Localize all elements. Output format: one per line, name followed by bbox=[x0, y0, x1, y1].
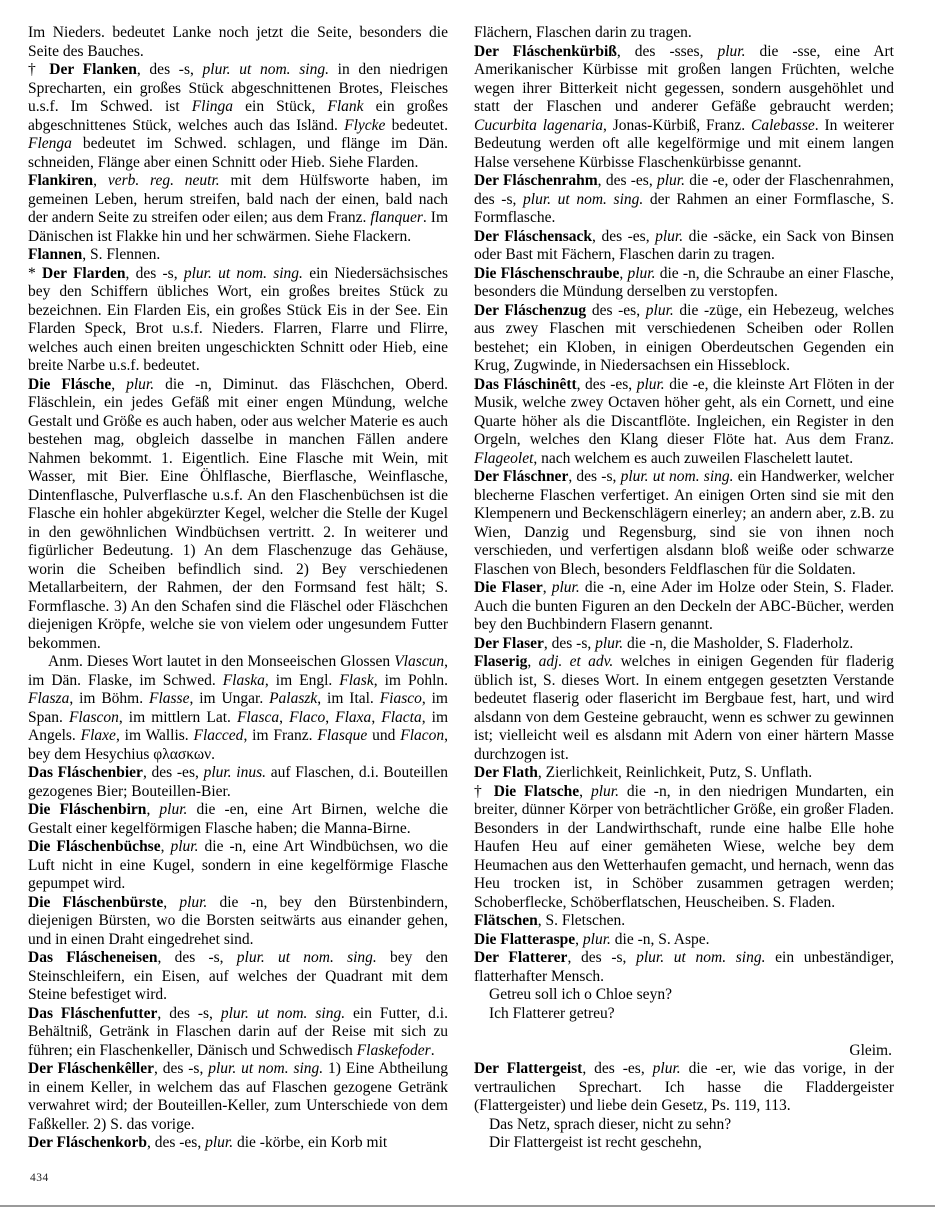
text-segment: , im Ungar. bbox=[189, 690, 270, 707]
dictionary-entry bbox=[474, 912, 894, 931]
text-segment: , des -es, bbox=[597, 172, 657, 189]
dictionary-entry bbox=[474, 228, 894, 265]
headword: Die Flaser bbox=[474, 579, 543, 596]
text-segment: , im Böhm. bbox=[69, 690, 149, 707]
headword: Das Fláschinêtt bbox=[474, 375, 577, 393]
dictionary-entry bbox=[474, 265, 894, 302]
dictionary-entry bbox=[28, 764, 448, 801]
left-column bbox=[28, 24, 448, 1174]
dictionary-entry bbox=[474, 635, 894, 654]
headword: Die Flatteraspe bbox=[474, 930, 576, 948]
text-segment: , bbox=[146, 801, 160, 818]
text-segment: , bbox=[163, 893, 180, 911]
text-segment: , des -s, bbox=[543, 634, 596, 652]
headword: Die Fláschenbürste bbox=[28, 893, 164, 911]
text-segment: Vlascun bbox=[394, 653, 445, 670]
text-segment: plur. ut nom. sing. bbox=[202, 61, 329, 78]
dictionary-entry bbox=[28, 949, 448, 1005]
text-segment: , S. Flennen. bbox=[82, 246, 161, 263]
text-segment: die -er, wie das vorige, in der vertraulichen Sprechart. Ich hasse die Fladdergeister (Flattergeister) und liebe dein Gesetz, Ps. 119, 113. bbox=[474, 1060, 894, 1114]
headword: Flätschen bbox=[474, 912, 538, 929]
page-number: 434 bbox=[30, 1172, 49, 1184]
text-segment: und bbox=[367, 727, 401, 744]
text-segment: * bbox=[28, 264, 43, 282]
text-segment: plur. bbox=[636, 375, 665, 393]
text-segment: , des -sses, bbox=[616, 42, 718, 60]
headword: Das Fláscheneisen bbox=[28, 949, 158, 966]
text-segment: ein Stück, bbox=[233, 98, 328, 115]
text-segment: Flaxa bbox=[335, 708, 372, 726]
text-segment: , des -es, bbox=[592, 227, 656, 245]
text-segment: , im Span. bbox=[28, 690, 448, 726]
dictionary-entry bbox=[28, 838, 448, 894]
text-segment: bey den Steinschleifern, ein Eisen, auf welches der Quadrant mit dem Steine befestiget wird. bbox=[28, 949, 449, 1003]
text-segment: die -n, bey den Bürstenbindern, diejenigen Bürsten, wo die Borsten seitwärts aus einander gehen, und in einen Draht eingedrehet sind. bbox=[28, 893, 448, 948]
dictionary-entry bbox=[474, 468, 894, 579]
text-segment: , Zierlichkeit, Reinlichkeit, Putz, S. Unflath. bbox=[537, 764, 813, 781]
text-segment: Flaxe bbox=[80, 727, 116, 744]
text-segment: , des -s, bbox=[136, 61, 203, 78]
headword: Der Fláschenzug bbox=[474, 301, 587, 319]
headword: Der Flath bbox=[474, 764, 538, 781]
text-segment: , bbox=[579, 782, 591, 800]
text-segment: † bbox=[474, 782, 494, 800]
text-segment: adj. et adv. bbox=[538, 653, 614, 670]
dictionary-entry bbox=[28, 1060, 448, 1134]
text-segment: . Im Dänischen ist Flakke hin und her schwärmen. Siehe Flackern. bbox=[28, 209, 448, 245]
text-segment: Flasse bbox=[148, 690, 190, 707]
headword: Die Fláschenbüchse bbox=[28, 838, 161, 855]
headword: Die Flatsche bbox=[493, 782, 580, 800]
text-segment: ein unbeständiger, flatterhafter Mensch. bbox=[474, 949, 895, 985]
text-segment: Flask bbox=[339, 671, 374, 689]
text-segment: flanquer bbox=[370, 209, 423, 226]
text-segment: , des -es, bbox=[146, 1134, 206, 1151]
text-segment: , im Wallis. bbox=[115, 727, 194, 744]
text-segment: Flacon bbox=[400, 727, 445, 744]
text-segment: plur. bbox=[656, 172, 685, 189]
dictionary-entry bbox=[474, 376, 894, 469]
text-segment: in den niedrigen Sprecharten, ein großes Stück abgeschnittenen Brotes, Fleisches u.s.f. Im Schwed. ist bbox=[28, 61, 448, 115]
text-segment: plur. ut nom. sing. bbox=[620, 468, 734, 485]
dictionary-entry bbox=[28, 1005, 448, 1061]
text-segment: die -n, die Schraube an einer Flasche, besonders die Mündung derselben zu verstopfen. bbox=[474, 264, 895, 300]
page-bottom-rule bbox=[0, 1205, 935, 1207]
text-segment: , des -s, bbox=[157, 949, 237, 966]
text-segment: Flacced bbox=[193, 727, 244, 744]
text-segment: , bbox=[279, 708, 290, 726]
text-segment: plur. bbox=[205, 1134, 234, 1151]
text-segment: die -n, in den niedrigen Mundarten, ein breiter, dünner Körper von beträchtlicher Größe, ein großer Fladen. Besonders in der Landwirthschaft, runde eine halbe Elle hohe Haufen Heu auf einer gemäheten Wiese, welche bey dem Heumachen aus den Wetterhaufen gemacht, und hernach, wenn das Heu trocken ist, in Schöber zusammen getragen werden; Schoberflecke, Schöberflatschen, Heuscheiben. S. Fladen. bbox=[474, 782, 895, 911]
text-segment: welches in einigen Gegenden für fladerig üblich ist, S. dieses Wort. In einem entgegen gesetzten Verstande bedeutet flaserig oder flasericht im Bergbaue fest, hart, und wird alsdann von dem Gesteine gebraucht, wenn es schwer zu gewinnen ist; vielleicht weil es alsdann mit Adern von einer härtern Masse durchzogen ist. bbox=[474, 653, 894, 763]
text-segment: , im mittlern Lat. bbox=[118, 708, 237, 726]
text-segment: † bbox=[28, 61, 50, 78]
text-segment: , bbox=[160, 838, 171, 855]
text-segment: die -n, die Masholder, S. Fladerholz. bbox=[623, 634, 854, 652]
text-segment: plur. ut nom. sing. bbox=[208, 1060, 324, 1077]
dictionary-entry bbox=[28, 894, 448, 950]
text-segment: plur. bbox=[652, 1060, 681, 1077]
text-segment: . bbox=[430, 1041, 435, 1059]
text-segment: , des -s, bbox=[157, 1004, 221, 1022]
text-segment: Flycke bbox=[344, 116, 386, 134]
text-segment: Ich Flatterer getreu? bbox=[489, 1004, 615, 1022]
text-segment: , im Angels. bbox=[28, 708, 449, 744]
headword: Das Fláschenfutter bbox=[28, 1004, 158, 1022]
text-segment: die -en, eine Art Birnen, welche die Gestalt einer kegelförmigen Flasche haben; die Manna-Birne. bbox=[28, 801, 448, 837]
text-segment: , des -es, bbox=[142, 764, 204, 781]
text-segment: , des -es, bbox=[576, 375, 637, 393]
text-segment: Flenga bbox=[28, 135, 72, 152]
headword: Der Fláschenrahm bbox=[474, 172, 598, 189]
headword: Der Flaser bbox=[474, 634, 544, 652]
headword: Der Fláschner bbox=[474, 468, 569, 485]
right-column bbox=[474, 24, 894, 1174]
text-segment: , des -s, bbox=[567, 949, 637, 966]
text-segment: , bbox=[542, 579, 552, 596]
text-segment: plur. bbox=[590, 782, 619, 800]
text-segment: Cucurbita lagenaria bbox=[474, 116, 603, 134]
note-paragraph bbox=[28, 653, 448, 764]
text-segment: Dir Flattergeist ist recht geschehn, bbox=[489, 1134, 702, 1151]
text-segment: auf Flaschen, d.i. Bouteillen gezogenes Bier; Bouteillen-Bier. bbox=[28, 764, 448, 800]
dictionary-entry bbox=[474, 1060, 894, 1116]
text-segment: plur. bbox=[159, 801, 188, 818]
text-segment: , im Dän. Flaske, im Schwed. bbox=[28, 653, 448, 689]
text-segment: plur. bbox=[645, 301, 674, 319]
text-segment: Flaco bbox=[289, 708, 326, 726]
headword: Flannen bbox=[28, 246, 83, 263]
text-segment: die -e, oder der Flaschenrahmen, des -s, bbox=[474, 172, 894, 208]
dictionary-entry bbox=[28, 172, 448, 246]
text-segment: , im Engl. bbox=[264, 671, 340, 689]
headword: Der Flanken bbox=[49, 61, 137, 78]
text-segment: die -n, eine Art Windbüchsen, wo die Luft nicht in eine Kugel, sondern in eine kegelförmige Flasche gepumpet wird. bbox=[28, 838, 448, 892]
text-segment: , des -s, bbox=[568, 468, 621, 485]
text-segment: , im Franz. bbox=[243, 727, 318, 744]
text-segment: Flinga bbox=[191, 98, 234, 115]
text-segment: plur. ut nom. sing. bbox=[220, 1004, 346, 1022]
text-segment: Flascon bbox=[68, 708, 119, 726]
text-segment: plur. bbox=[627, 264, 656, 282]
text-segment: Flasque bbox=[317, 727, 368, 744]
text-segment: , des -s, bbox=[125, 264, 184, 282]
text-segment: ein Handwerker, welcher blecherne Flaschen verfertiget. An einigen Orten sind sie mit den Klempenern und Beckenschlägern einerley; an andern aber, z.B. zu Wien, Danzig und Regensburg, sind sie von ihnen noch verschieden, und verfertigen alsdann bloß weiße oder schwarze Flaschen von Blech, besonders Feldflaschen für die Soldaten. bbox=[474, 468, 894, 578]
text-segment: , im Pohln. bbox=[373, 671, 449, 689]
text-segment: , bbox=[619, 264, 628, 282]
verse-line bbox=[474, 986, 894, 1005]
text-segment: plur. ut nom. sing. bbox=[636, 949, 766, 966]
text-segment: des -es, bbox=[586, 301, 646, 319]
text-segment: mit dem Hülfsworte haben, im gemeinen Leben, herum streifen, bald nach der einen, bald nach der andern Seite zu streifen oder eilen; aus dem Franz. bbox=[28, 172, 448, 226]
text-segment: plur. bbox=[551, 579, 580, 596]
text-segment: Gleim. bbox=[849, 1041, 892, 1059]
text-segment: die -züge, ein Hebezeug, welches aus zwey Flaschen mit verschiedenen Scheiben oder Rollen bestehet; ein Kloben, in einigen Oberdeutschen Gegenden ein Krug, Zugwinde, in Niedersachsen ein Hisseblock. bbox=[474, 301, 894, 374]
text-segment: , bbox=[325, 708, 336, 726]
text-segment: plur. inus. bbox=[203, 764, 266, 781]
text-segment: , Jonas-Kürbiß, Franz. bbox=[603, 116, 752, 134]
text-segment: der Rahmen an einer Formflasche, S. Formflasche. bbox=[474, 190, 894, 226]
text-segment: Palaszk bbox=[269, 690, 318, 707]
text-segment: plur. bbox=[717, 42, 746, 60]
text-segment: Im Nieders. bedeutet Lanke noch jetzt die Seite, besonders die Seite des Bauches. bbox=[28, 24, 448, 60]
dictionary-entry bbox=[474, 653, 894, 764]
headword: Die Fláschenbirn bbox=[28, 801, 147, 818]
text-segment: . In weiterer Bedeutung werden oft alle kegelförmige und mit einem langen Halse versehene Kürbisse Flaschenkürbisse genannt. bbox=[474, 116, 895, 171]
text-segment: plur. ut nom. sing. bbox=[183, 264, 303, 282]
text-segment: plur. bbox=[126, 375, 155, 393]
headword: Flaserig bbox=[474, 653, 528, 670]
text-segment: Flasza bbox=[28, 690, 70, 707]
text-segment: plur. ut nom. sing. bbox=[523, 190, 644, 208]
text-segment: , des -es, bbox=[582, 1060, 653, 1077]
verse-line bbox=[474, 1116, 894, 1135]
text-segment: Das Netz, sprach dieser, nicht zu sehn? bbox=[489, 1115, 732, 1133]
headword: Flankiren bbox=[28, 172, 94, 189]
text-segment: Flächern, Flaschen darin zu tragen. bbox=[474, 24, 692, 41]
text-segment: Fiasco bbox=[379, 690, 422, 707]
headword: Das Fláschenbier bbox=[28, 764, 143, 781]
text-segment: ein Niedersächsisches bey den Schiffern übliches Wort, ein großes breites Stück zu bezeichnen. Ein Flarden Eis, ein großes Stück Eis in der See. Ein Flarden Speck, Brot u.s.f. Nieders. Flarren, Flarre und Flirre, welches auch einen breiten ungeschickten Schnitt oder Hieb, eine breite Narbe u.s.f. bedeutet. bbox=[28, 264, 449, 374]
text-segment: die -n, eine Ader im Holze oder Stein, S. Flader. Auch die bunten Figuren an den Deckeln der ABC-Bücher, werden bey den Buchbindern Flasern genannt. bbox=[474, 579, 895, 633]
text-segment: bedeutet. bbox=[385, 116, 448, 134]
text-segment: plur. bbox=[595, 634, 624, 652]
dictionary-entry bbox=[28, 376, 448, 654]
text-segment: , bbox=[527, 653, 539, 670]
continuation-paragraph bbox=[28, 24, 448, 61]
text-segment: , bbox=[93, 172, 108, 189]
text-segment: die -säcke, ein Sack von Binsen oder Bast mit Fächern, Flaschen darin zu tragen. bbox=[474, 227, 895, 263]
text-segment: , S. Fletschen. bbox=[537, 912, 626, 929]
text-segment: 1) Eine Abtheilung in einem Keller, in welchem das auf Flaschen gezogene Getränk verwahret wird; der Bouteillen-Keller, zum Unterschiede von dem Faßkeller. 2) S. das vorige. bbox=[28, 1060, 449, 1133]
text-segment: Getreu soll ich o Chloe seyn? bbox=[489, 986, 672, 1003]
headword: Der Fláschenkürbiß bbox=[474, 42, 617, 60]
dictionary-entry bbox=[474, 931, 894, 950]
dictionary-entry bbox=[28, 801, 448, 838]
dictionary-entry bbox=[28, 246, 448, 265]
text-segment: Flageolet bbox=[474, 449, 534, 467]
text-segment: ein großes abgeschnittenes Stück, welches auch das Isländ. bbox=[28, 98, 448, 134]
headword: Der Fláschensack bbox=[474, 227, 593, 245]
attribution-line bbox=[474, 1042, 894, 1061]
dictionary-entry bbox=[28, 265, 448, 376]
text-segment: Flaska bbox=[222, 671, 265, 689]
text-segment: die -körbe, ein Korb mit bbox=[233, 1134, 388, 1151]
text-segment: , bbox=[371, 708, 382, 726]
text-segment: die -n, S. Aspe. bbox=[610, 930, 710, 948]
text-segment: Flank bbox=[327, 98, 364, 115]
headword: Die Fláschenschraube bbox=[474, 264, 620, 282]
text-segment: Calebasse bbox=[751, 116, 815, 134]
headword: Der Flarden bbox=[42, 264, 126, 282]
text-segment: ein Futter, d.i. Behältniß, Getränk in Flaschen darin auf der Reise mit sich zu führen; ein Flaschenkeller, Dänisch und Schwedisch bbox=[28, 1004, 448, 1059]
dictionary-entry bbox=[474, 949, 894, 986]
verse-line bbox=[474, 1134, 894, 1153]
text-segment: die -e, die kleinste Art Flöten in der Musik, welche zwey Octaven höher geht, als ein Cornett, und eine Quarte höher als die Discantflöte. Ingleichen, ein Register in den Orgeln, welches den Klang dieser Flöte hat. Aus dem Franz. bbox=[474, 375, 894, 448]
text-segment: , im Ital. bbox=[317, 690, 380, 707]
text-segment: plur. ut nom. sing. bbox=[236, 949, 377, 966]
verse-line bbox=[474, 1005, 894, 1024]
headword: Die Flásche bbox=[28, 375, 112, 393]
text-segment: verb. reg. neutr. bbox=[107, 172, 220, 189]
text-segment: plur. bbox=[179, 893, 208, 911]
dictionary-entry bbox=[474, 172, 894, 228]
text-segment: Flasca bbox=[236, 708, 280, 726]
text-segment: , nach welchem es auch zuweilen Flaschelett lautet. bbox=[533, 449, 854, 467]
dictionary-entry bbox=[474, 43, 894, 173]
text-segment: Flacta bbox=[381, 708, 422, 726]
headword: Der Fláschenkêller bbox=[28, 1060, 154, 1077]
dictionary-entry bbox=[474, 764, 894, 783]
text-segment: , bey dem Hesychius φλασκων. bbox=[28, 727, 449, 763]
dictionary-entry bbox=[474, 579, 894, 635]
text-segment: bedeutet im Schwed. schlagen, und flänge im Dän. schneiden, Flänge aber einen Schnitt oder Hieb. Siehe Flarden. bbox=[28, 135, 448, 171]
text-segment: die -sse, eine Art Amerikanischer Kürbisse mit großen langen Früchten, welche wegen ihrer Bitterkeit nicht gegessen, sondern ausgehöhlet und statt der Flaschen und anderer Gefäße gebraucht werden; bbox=[474, 42, 894, 115]
text-segment: , bbox=[575, 930, 583, 948]
text-segment: , bbox=[111, 375, 127, 393]
text-segment: , des -s, bbox=[153, 1060, 209, 1077]
headword: Der Flatterer bbox=[474, 949, 568, 966]
headword: Der Fláschenkorb bbox=[28, 1134, 147, 1151]
dictionary-entry bbox=[474, 783, 894, 913]
text-segment: plur. bbox=[655, 227, 684, 245]
continuation-paragraph bbox=[474, 24, 894, 43]
dictionary-entry bbox=[28, 61, 448, 172]
text-segment: Anm. Dieses Wort lautet in den Monseeischen Glossen bbox=[48, 653, 395, 670]
dictionary-entry bbox=[28, 1134, 448, 1153]
text-segment: die -n, Diminut. das Fläschchen, Oberd. Fläschlein, ein jedes Gefäß mit einer engen Mündung, welche Gestalt und Größe es auch haben, oder aus welcher Materie es auch bestehen mag, obgleich dasselbe in manchen Fällen andere Nahmen bekommt. 1. Eigentlich. Eine Flasche mit Wein, mit Wasser, mit Bier. Eine Öhlflasche, Bierflasche, Weinflasche, Dintenflasche, Pulverflasche u.s.f. An den Flaschenbüchsen ist die Flasche ein hohler abgekürzter Kegel, welcher die Stelle der Kugel in den gewöhnlichen Windbüchsen vertritt. 2. In weiterer und figürlicher Bedeutung. 1) An dem Flaschenzuge das Gehäuse, worin die Scheiben befindlich sind. 2) Bey verschiedenen Metallarbeitern, der Rahmen, der den Formsand fest hält; S. Formflasche. 3) An den Schafen sind die Fläschel oder Fläschchen diejenigen Kröpfe, welche sie von vielem oder ungesundem Futter bekommen. bbox=[28, 375, 449, 652]
headword: Der Flattergeist bbox=[474, 1060, 583, 1077]
text-segment: plur. bbox=[170, 838, 199, 855]
dictionary-entry bbox=[474, 302, 894, 376]
text-segment: plur. bbox=[582, 930, 611, 948]
text-segment: Flaskefoder bbox=[356, 1041, 431, 1059]
